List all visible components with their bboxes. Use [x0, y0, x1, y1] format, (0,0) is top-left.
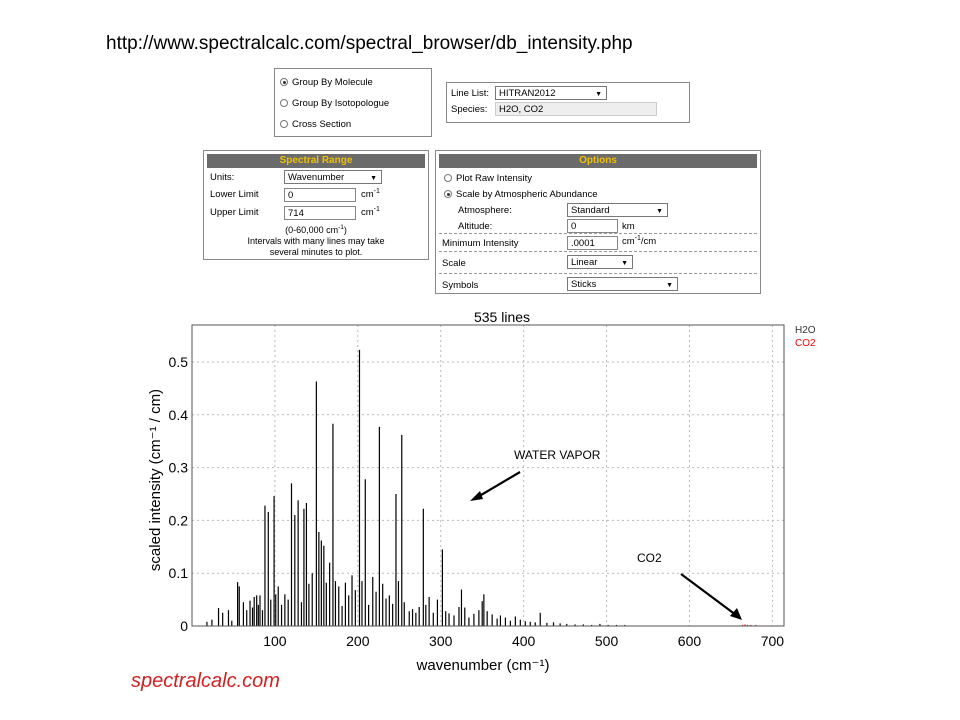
symbols-label: Symbols [442, 280, 479, 291]
legend-co2: CO2 [795, 338, 816, 349]
units-select[interactable]: Wavenumber ▼ [284, 170, 382, 184]
lower-limit-input[interactable]: 0 [284, 188, 356, 202]
line-list-select[interactable]: HITRAN2012 ▼ [495, 86, 607, 100]
chevron-down-icon: ▼ [595, 91, 602, 98]
minimum-intensity-unit: $cm^{-1}/cm$ [622, 235, 657, 248]
species-label: Species: [451, 104, 488, 115]
radio-scale-atmospheric[interactable]: Scale by Atmospheric Abundance [444, 189, 598, 200]
atmosphere-label: Atmosphere: [458, 205, 512, 216]
arrow-water-vapor [476, 472, 520, 498]
x-tick-label: 500 [594, 633, 619, 649]
y-tick-label: 0.5 [168, 353, 188, 370]
annotation-co2: CO2 [637, 551, 662, 565]
upper-limit-input[interactable]: 714 [284, 206, 356, 220]
species-field[interactable]: H2O, CO2 [495, 102, 657, 116]
y-tick-label: 0 [180, 618, 188, 634]
options-title: Options [439, 154, 757, 168]
chevron-down-icon: ▼ [621, 260, 628, 267]
lower-limit-label: Lower Limit [210, 189, 259, 200]
annotation-water-vapor: WATER VAPOR [514, 448, 601, 462]
chevron-down-icon: ▼ [656, 208, 663, 215]
x-tick-label: 600 [677, 633, 702, 649]
radio-group-by-molecule[interactable]: Group By Molecule [280, 77, 373, 88]
legend-h2o: H2O [795, 325, 816, 336]
x-axis-ticks [263, 633, 784, 649]
radio-cross-section[interactable]: Cross Section [280, 119, 351, 130]
line-list-label: Line List: [451, 88, 490, 99]
range-note: (0-60,000 $cm^{-1}$) Intervals with many lines may take several minutes to plot. [247, 224, 385, 257]
chevron-down-icon: ▼ [370, 175, 377, 182]
scale-label: Scale [442, 258, 466, 269]
upper-limit-unit: $cm^{-1}$ [361, 206, 380, 219]
scale-select[interactable]: Linear ▼ [567, 255, 633, 269]
altitude-unit: km [622, 221, 635, 232]
page-url[interactable]: http://www.spectralcalc.com/spectral_browser/db_intensity.php [106, 33, 633, 54]
y-tick-label: 0.4 [168, 406, 188, 423]
chevron-down-icon: ▼ [666, 282, 673, 289]
arrow-co2 [681, 574, 736, 615]
atmosphere-select[interactable]: Standard ▼ [567, 203, 668, 217]
chart-title: 535 lines [473, 309, 531, 325]
y-tick-label: 0.1 [168, 565, 188, 582]
chart-grid [192, 325, 784, 626]
minimum-intensity-input[interactable]: .0001 [567, 236, 618, 250]
x-tick-label: 300 [429, 633, 453, 649]
x-tick-label: 100 [263, 633, 287, 649]
upper-limit-label: Upper Limit [210, 207, 259, 218]
x-axis-label: wavenumber (cm⁻¹) [416, 657, 550, 674]
altitude-label: Altitude: [458, 221, 493, 232]
lower-limit-unit: $cm^{-1}$ [361, 188, 380, 201]
y-axis-ticks [169, 354, 189, 634]
arrow-head-icon [470, 491, 483, 501]
x-tick-label: 200 [346, 633, 370, 649]
y-axis-label: scaled intensity (cm⁻¹ / cm) [147, 388, 164, 572]
x-tick-label: 700 [760, 633, 785, 649]
radio-plot-raw-intensity[interactable]: Plot Raw Intensity [444, 173, 532, 184]
units-label: Units: [210, 172, 235, 183]
radio-group-by-isotopologue[interactable]: Group By Isotopologue [280, 98, 389, 109]
y-tick-label: 0.2 [168, 512, 188, 529]
spectral-range-title: Spectral Range [207, 154, 425, 168]
arrow-head-icon [730, 608, 742, 620]
spectralcalc-logo: spectralcalc.com [131, 670, 280, 692]
symbols-select[interactable]: Sticks ▼ [567, 277, 678, 291]
plot-frame [192, 325, 784, 626]
x-tick-label: 400 [511, 633, 536, 649]
minimum-intensity-label: Minimum Intensity [442, 238, 519, 249]
y-tick-label: 0.3 [168, 459, 188, 476]
altitude-input[interactable]: 0 [567, 219, 618, 233]
